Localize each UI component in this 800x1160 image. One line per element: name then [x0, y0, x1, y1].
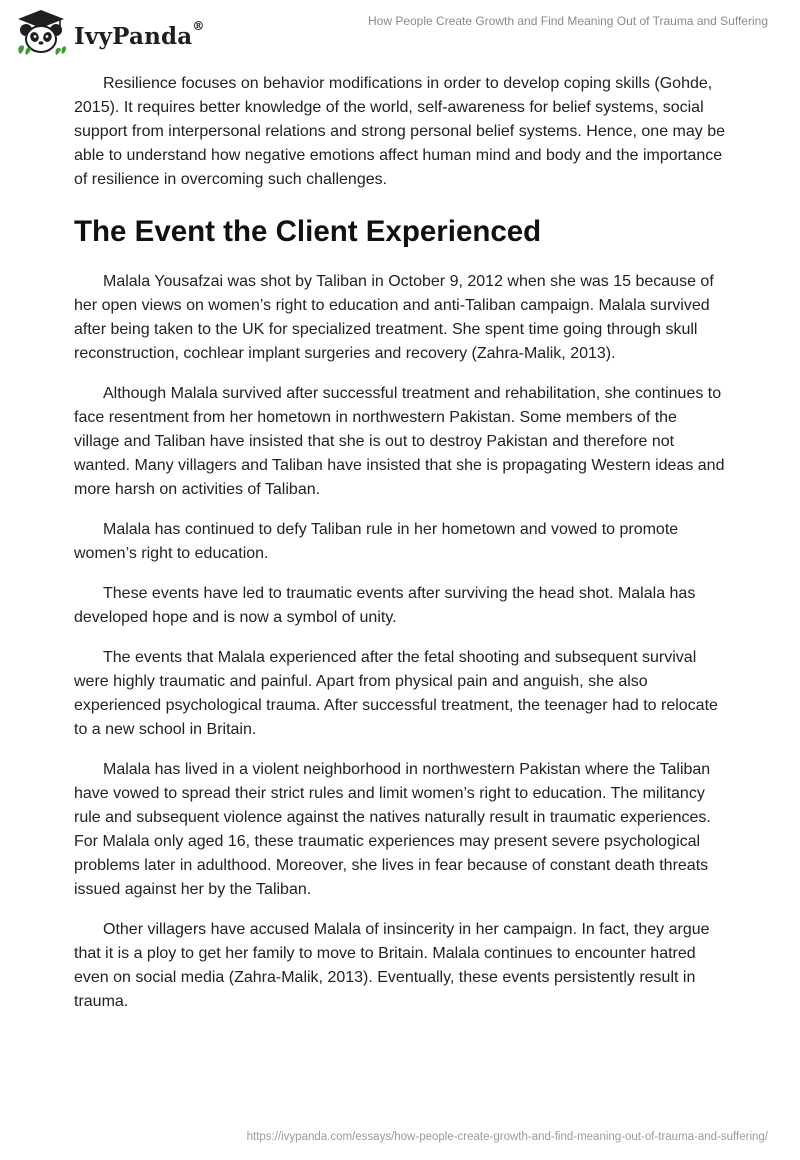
panda-graduate-icon [14, 8, 68, 58]
document-title: How People Create Growth and Find Meaning Out of Trauma and Suffering [367, 14, 768, 28]
section-heading: The Event the Client Experienced [74, 215, 542, 248]
essay-content [74, 72, 726, 1030]
body-paragraph-7: Other villagers have accused Malala of insincerity in her campaign. In fact, they argue that it is a ploy to get her family to move to Britain. Malala continues to encounter hatred even on social media (Zahra-Malik, 2013). Eventually, these events persistently result in trauma. [74, 921, 710, 1010]
body-paragraph-5: The events that Malala experienced after the fetal shooting and subsequent survival were highly traumatic and painful. Apart from physical pain and anguish, she also experienced psychological trauma. After successful treatment, the teenager had to relocate to a new school in Britain. [74, 649, 718, 738]
body-paragraph-6: Malala has lived in a violent neighborhood in northwestern Pakistan where the Taliban have vowed to spread their strict rules and limit women’s right to education. The militancy rule and subsequent violence against the natives naturally result in traumatic experiences. For Malala only aged 16, these traumatic experiences may present severe psychological problems later in adulthood. Moreover, she lives in fear because of constant death threats issued against her by the Taliban. [74, 761, 711, 898]
brand-name-text: IvyPanda [74, 22, 193, 50]
body-paragraph-2: Although Malala survived after successful treatment and rehabilitation, she continues to face resentment from her hometown in northwestern Pakistan. Some members of the village and Taliban have insisted that she is out to destroy Pakistan and therefore not wanted. Many villagers and Taliban have insisted that she is propagating Western ideas and more harsh on activities of Taliban. [74, 385, 725, 498]
body-paragraph-1: Malala Yousafzai was shot by Taliban in October 9, 2012 when she was 15 because of her open views on women’s right to education and anti-Taliban campaign. Malala survived after being taken to the UK for specialized treatment. She spent time going through skull reconstruction, cochlear implant surgeries and recovery (Zahra-Malik, 2013). [74, 273, 714, 362]
brand-name [74, 18, 205, 50]
source-url[interactable]: https://ivypanda.com/essays/how-people-create-growth-and-find-meaning-out-of-trauma-and-suffering/ [246, 1131, 768, 1143]
page-header [0, 0, 800, 64]
body-paragraph-4: These events have led to traumatic events after surviving the head shot. Malala has developed hope and is now a symbol of unity. [74, 585, 696, 626]
brand-logo[interactable] [14, 8, 205, 58]
intro-paragraph: Resilience focuses on behavior modifications in order to develop coping skills (Gohde, 2015). It requires better knowledge of the world, self-awareness for belief systems, social support from interpersonal relations and strong personal belief systems. Hence, one may be able to understand how negative emotions affect human mind and body and the importance of resilience in overcoming such challenges. [74, 75, 726, 188]
body-paragraph-3: Malala has continued to defy Taliban rule in her hometown and vowed to promote women’s right to education. [74, 521, 679, 562]
registered-mark: ® [192, 18, 205, 33]
